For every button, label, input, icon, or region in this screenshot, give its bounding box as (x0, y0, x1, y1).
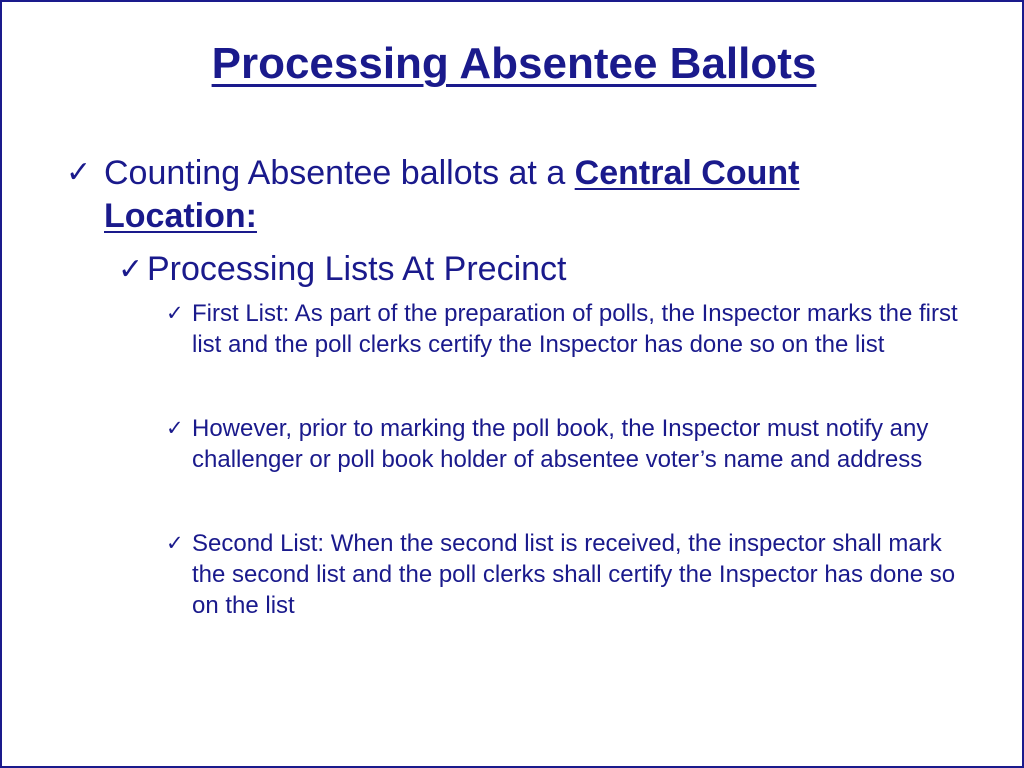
subbullet-text: First List: As part of the preparation of polls, the Inspector marks the first list and the poll clerks certify the Inspector has done so on the list (192, 300, 958, 358)
bullet-processing-lists: Processing Lists At Precinct (147, 250, 567, 288)
checkmark-icon: ✓ (166, 417, 184, 440)
checkmark-icon: ✓ (166, 532, 184, 555)
central-count-emphasis: Central Count (574, 154, 800, 192)
bullet-central-count (104, 152, 934, 238)
slide-title-text: Processing Absentee Ballots (211, 39, 817, 88)
subbullet-text: Second List: When the second list is received, the inspector shall mark the second list and the poll clerks shall certify the Inspector has done so on the list (192, 530, 956, 619)
subbullet-however (166, 413, 976, 475)
subbullet-text: However, prior to marking the poll book, the Inspector must notify any challenger or poll book holder of absentee voter’s name and address (192, 415, 929, 473)
checkmark-icon: ✓ (166, 302, 184, 325)
bullet-text: Counting Absentee ballots at a (104, 154, 575, 192)
subbullet-second-list (166, 528, 976, 621)
location-emphasis: Location: (104, 197, 257, 235)
checkmark-icon: ✓ (118, 253, 144, 286)
checkmark-icon: ✓ (66, 156, 92, 189)
slide-title (2, 36, 1024, 92)
subbullet-first-list (166, 298, 976, 360)
